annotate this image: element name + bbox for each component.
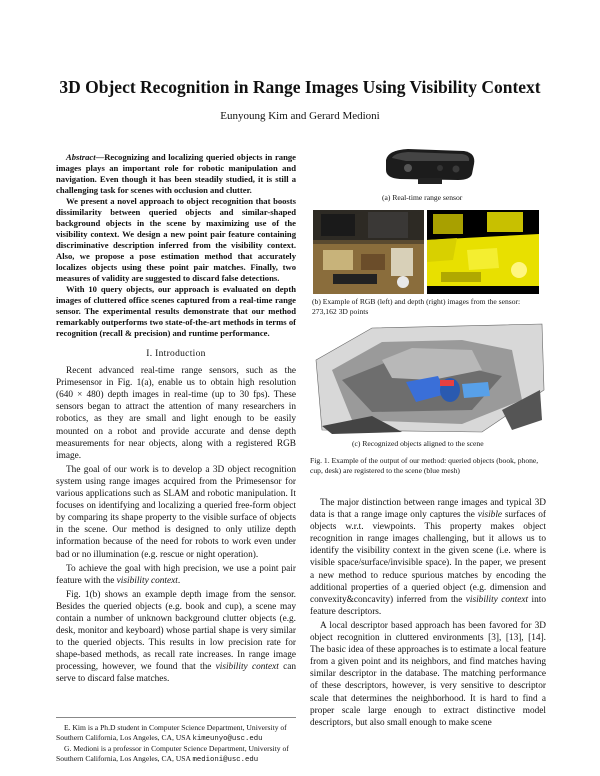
left-column	[56, 152, 296, 688]
footnote-1-email[interactable]: kimeunyo@usc.edu	[192, 734, 263, 743]
abstract-p2: We present a novel approach to object recognition that boosts dissimilarity between queried objects and similar-shaped background objects in the scene by maximizing use of the visibility context. We design a new point pair feature containing discriminative description inferred from the visibility context. Also, we propose a pose estimation method that accurately localizes objects using these point pair matches. Finally, two measures of validity are suggested to discard false detections.	[56, 196, 296, 283]
intro-p3	[56, 563, 296, 587]
footnote-1	[56, 723, 296, 744]
footnote-2-text: G. Medioni is a professor in Computer Science Department, University of Southern California, Los Angeles, CA, USA	[56, 744, 289, 763]
caption-a: (a) Real-time range sensor	[382, 193, 463, 202]
right-p1-c: into feature descriptors.	[310, 594, 546, 617]
right-column	[310, 497, 546, 731]
intro-p2: The goal of our work is to develop a 3D object recognition system using range images acquired from the Primesensor for various applications such as SLAM and robotic manipulation. It focuses on identifying and localizing a queried free-form object by comparing its shape property to the visible surface of objects in the scene. Our method is designed to only utilize depth information because of the need for robots to work even under bad or no illumination (e.g. rescue or night operation).	[56, 464, 296, 560]
abstract-text-1: —Recognizing and localizing queried objects in range images plays an important role for robotic manipulation and navigation. Even though it has been steadily studied, it is still a challenging task for scenes with occlusion and clutter.	[56, 152, 296, 195]
figure-1-caption: Fig. 1. Example of the output of our method: queried objects (book, phone, cup, desk) are registered to the scene (blue mesh)	[310, 456, 539, 475]
footnote-1-text: E. Kim is a Ph.D student in Computer Science Department, University of Southern California, Los Angeles, CA, USA	[56, 723, 287, 742]
intro-p3-b: .	[177, 575, 181, 586]
caption-c: (c) Recognized objects aligned to the scene	[352, 439, 484, 448]
footnotes	[56, 717, 296, 765]
right-p1-em2: visibility context	[465, 594, 529, 605]
intro-p1: Recent advanced real-time range sensors, such as the Primesensor in Fig. 1(a), enable us to obtain high resolution (640 × 480) depth images in real-time (up to 30 fps). These sensors began to attract the attention of many researchers in robotics, as they are small and light enough to be easily mounted on a robot and provide accurate and dense depth measurements for near objects, along with a registered RGB image.	[56, 366, 296, 461]
caption-b: (b) Example of RGB (left) and depth (right) images from the sensor: 273,162 3D points	[312, 297, 521, 316]
intro-p3-a: To achieve the goal with high precision, we use a point pair feature with the	[56, 563, 296, 586]
right-p1	[310, 497, 546, 618]
section-heading-intro: I. Introduction	[146, 349, 206, 359]
right-p1-em: visible	[477, 510, 503, 521]
intro-p4	[56, 589, 296, 686]
depth-image	[427, 210, 539, 294]
paper-title: 3D Object Recognition in Range Images Using Visibility Context	[59, 77, 541, 97]
footnote-2	[56, 744, 296, 765]
paper-authors: Eunyoung Kim and Gerard Medioni	[220, 110, 380, 122]
intro-p4-em: visibility context	[215, 662, 279, 673]
abstract-label: Abstract	[66, 152, 96, 162]
right-p2: A local descriptor based approach has been favored for 3D object recognition in cluttered environments [3], [13], [14]. The basic idea of these approaches is to estimate a local feature from a given point and its neighbors, and find matches having similar descriptor in the database. The matching performance of these descriptors, however, is very sensitive to descriptor scale that determines the neighborhood. It is hard to find a proper scale large enough to extract distinctive model descriptors, but also small enough to make scene	[310, 620, 546, 728]
abstract-p3: With 10 query objects, our approach is evaluated on depth images of cluttered office scenes captured from a real-time range sensor. The experimental results demonstrate that our method remarkably outperforms two state-of-the-art methods in terms of recognition (recall & precision) and runtime performance.	[56, 284, 296, 338]
abstract-p1	[56, 152, 296, 196]
intro-p3-em: visibility context	[116, 575, 178, 586]
recognition-result-image	[312, 320, 546, 438]
sensor-image	[378, 140, 482, 192]
intro-p4-b: can serve to discard false matches.	[56, 662, 296, 685]
right-p1-b: surfaces of objects w.r.t. viewpoints. This property makes object recognition in range images challenging, but it allows us to identify the visibility context in the given scene (i.e. where is visible space/surface/invisible space). In the paper, we present a new method to reduce spurious matches by encoding the additional properties of a queried object (e.g. dimension and convexity&concavity) inferred from the	[310, 510, 546, 605]
right-p1-a: The major distinction between range images and typical 3D data is that a range image only captures the	[310, 498, 546, 521]
footnote-2-email[interactable]: medioni@usc.edu	[192, 755, 259, 764]
rgb-image	[313, 210, 424, 294]
intro-p4-a: Fig. 1(b) shows an example depth image from the sensor. Besides the queried objects (e.g. book and cup), a scene may contain a number of unknown background clutter objects (e.g. desk, monitor and keyboard) whose partial shape is very similar to the queried objects. This results in low precision rate for shape-based methods, as recall rate increases. In range image processing, however, we found that the	[56, 589, 296, 673]
